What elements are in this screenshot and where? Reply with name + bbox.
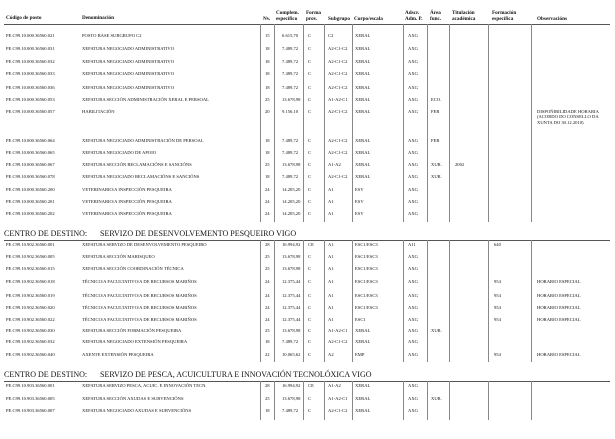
cell-forma-prov: C bbox=[308, 317, 312, 322]
cell-code: PE.C99.10.000.36560.201 bbox=[6, 199, 55, 204]
cell-code: PE.C99.10.902.36560.020 bbox=[6, 305, 55, 310]
cell-code: PE.C99.10.902.36560.032 bbox=[6, 339, 55, 344]
cell-complemento: 13.678,98 bbox=[282, 254, 301, 259]
cell-subgrupo: A1 bbox=[328, 317, 334, 322]
cell-subgrupo: A1 bbox=[328, 187, 334, 192]
header-titulacion-2: académica bbox=[452, 16, 476, 22]
cell-nivel: 28 bbox=[265, 242, 270, 247]
cell-subgrupo: A2-C1-C2 bbox=[328, 138, 348, 143]
cell-subgrupo: A1 bbox=[328, 279, 334, 284]
cell-subgrupo: A1 bbox=[328, 254, 334, 259]
cell-nivel: 24 bbox=[265, 187, 270, 192]
cell-corpo: XERAL bbox=[355, 396, 371, 401]
cell-forma-prov: C bbox=[308, 109, 312, 114]
cell-adscripcion: AXG bbox=[408, 352, 418, 357]
table-row bbox=[0, 33, 615, 41]
header-subgrupo: Subgrupo bbox=[328, 16, 350, 22]
cell-nivel: 25 bbox=[265, 162, 270, 167]
cell-corpo: ESC1/ESC3 bbox=[355, 305, 378, 310]
cell-forma-prov: C bbox=[308, 328, 312, 333]
cell-subgrupo: A2-C1-C2 bbox=[328, 59, 348, 64]
cell-corpo: XERAL bbox=[355, 150, 371, 155]
cell-code: PE.C99.10.000.36560.036 bbox=[6, 85, 55, 90]
cell-forma-prov: C bbox=[308, 408, 312, 413]
cell-denominacion: XEFATURA SECCIÓN RECLAMACIÓNS E SANCIÓNS bbox=[82, 162, 192, 167]
cell-corpo: ESV bbox=[355, 211, 364, 216]
header-complem-1: Complem. bbox=[276, 10, 299, 16]
cell-subgrupo: A1 bbox=[328, 211, 334, 216]
cell-complemento: 16.994,92 bbox=[282, 383, 301, 388]
cell-nivel: 24 bbox=[265, 293, 270, 298]
cell-nivel: 18 bbox=[265, 71, 270, 76]
cell-nivel: 24 bbox=[265, 279, 270, 284]
cell-corpo: XERAL bbox=[355, 33, 371, 38]
cell-forma-prov: C bbox=[308, 254, 312, 259]
cell-area: FER bbox=[431, 109, 440, 114]
cell-corpo: XERAL bbox=[355, 71, 371, 76]
cell-subgrupo: C2 bbox=[328, 33, 334, 38]
section-3-label: CENTRO DE DESTINO: bbox=[4, 370, 88, 379]
cell-complemento: 12.375,44 bbox=[282, 279, 301, 284]
cell-complemento: 14.205,20 bbox=[282, 211, 301, 216]
header-titulacion-1: Titulación bbox=[452, 10, 475, 16]
cell-area: XUR. bbox=[431, 328, 442, 333]
table-row bbox=[0, 254, 615, 262]
cell-nivel: 18 bbox=[265, 85, 270, 90]
cell-forma-prov: C bbox=[308, 71, 312, 76]
cell-denominacion: XEFATURA NEGOCIADO ADMINISTRATIVO bbox=[82, 85, 175, 90]
cell-subgrupo: A1 bbox=[328, 305, 334, 310]
cell-adscripcion: AXG bbox=[408, 71, 418, 76]
cell-adscripcion: AXG bbox=[408, 187, 418, 192]
cell-observacions: HORARIO ESPECIAL bbox=[537, 305, 581, 310]
cell-forma-prov: C bbox=[308, 352, 312, 357]
header-complem-2: específico bbox=[276, 16, 298, 22]
table-row bbox=[0, 266, 615, 274]
cell-forma-prov: C bbox=[308, 187, 312, 192]
cell-corpo: XERAL bbox=[355, 97, 371, 102]
cell-complemento: 10.065,62 bbox=[282, 352, 301, 357]
cell-observacions: HORARIO ESPECIAL bbox=[537, 293, 581, 298]
cell-corpo: XERAL bbox=[355, 328, 371, 333]
cell-area: XUR. bbox=[431, 174, 442, 179]
cell-subgrupo: A1 bbox=[328, 266, 334, 271]
table-row bbox=[0, 408, 615, 416]
cell-area: FER bbox=[431, 138, 440, 143]
cell-nivel: 18 bbox=[265, 408, 270, 413]
cell-adscripcion: AXG bbox=[408, 150, 418, 155]
cell-corpo: XERAL bbox=[355, 59, 371, 64]
cell-denominacion: XEFATURA SECCIÓN ADMINISTRACIÓN XERAL E PERSOAL bbox=[82, 97, 209, 102]
cell-complemento: 12.375,44 bbox=[282, 317, 301, 322]
cell-observacions: HORARIO ESPECIAL bbox=[537, 317, 581, 322]
cell-forma-prov: C bbox=[308, 305, 312, 310]
cell-adscripcion: AXG bbox=[408, 383, 418, 388]
cell-denominacion: TÉCNICO/A FACULTATIVO/A DE RECURSOS MARIÑOS bbox=[82, 279, 197, 284]
cell-denominacion: XEFATURA SECCIÓN MARISQUEO bbox=[82, 254, 155, 259]
table-row bbox=[0, 242, 615, 250]
cell-nivel: 28 bbox=[265, 383, 270, 388]
cell-denominacion: XEFATURA NEGOCIADO ADMINISTRATIVO bbox=[82, 71, 175, 76]
header-formacion-1: Formación bbox=[492, 10, 517, 16]
cell-denominacion: XEFATURA SECCIÓN AXUDAS E SUBVENCIÓNS bbox=[82, 396, 184, 401]
cell-nivel: 15 bbox=[265, 33, 270, 38]
cell-nivel: 22 bbox=[265, 352, 270, 357]
cell-corpo: XERAL bbox=[355, 85, 371, 90]
cell-corpo: XERAL bbox=[355, 408, 371, 413]
cell-code: PE.C99.10.000.36560.078 bbox=[6, 174, 55, 179]
cell-forma-prov: CE bbox=[308, 383, 314, 388]
cell-adscripcion: AXG bbox=[408, 59, 418, 64]
cell-subgrupo: A2-C1-C2 bbox=[328, 408, 348, 413]
cell-observacions: HORARIO ESPECIAL bbox=[537, 352, 581, 357]
table-row bbox=[0, 383, 615, 391]
cell-code: PE.C99.10.000.36560.064 bbox=[6, 138, 55, 143]
section-2-name: SERVIZO DE DESENVOLVEMENTO PESQUEIRO VIGO bbox=[100, 229, 297, 238]
cell-complemento: 13.678,98 bbox=[282, 328, 301, 333]
cell-denominacion: POSTO BASE SUBGRUPO C2 bbox=[82, 33, 142, 38]
header-area-1: Área bbox=[430, 10, 441, 16]
cell-nivel: 18 bbox=[265, 339, 270, 344]
header-forma-2: prov. bbox=[306, 16, 318, 22]
cell-code: PE.C99.10.000.36560.200 bbox=[6, 187, 55, 192]
cell-corpo: XERAL bbox=[355, 162, 371, 167]
header-adscr-1: Adscr. bbox=[405, 10, 420, 16]
cell-complemento: 13.678,98 bbox=[282, 266, 301, 271]
cell-adscripcion: AXG bbox=[408, 396, 418, 401]
cell-corpo: ESC1/ESC3 bbox=[355, 293, 378, 298]
cell-area: ECO. bbox=[431, 97, 442, 102]
cell-adscripcion: AXG bbox=[408, 317, 418, 322]
cell-nivel: 20 bbox=[265, 109, 270, 114]
cell-subgrupo: A2-C1-C2 bbox=[328, 46, 348, 51]
cell-complemento: 7.489,72 bbox=[282, 174, 299, 179]
cell-code: PE.C99.10.902.36560.005 bbox=[6, 254, 55, 259]
cell-corpo: ESC1/ESC3 bbox=[355, 242, 378, 247]
cell-area: XUR. bbox=[431, 162, 442, 167]
cell-adscripcion: AXG bbox=[408, 109, 418, 114]
cell-adscripcion: AXG bbox=[408, 328, 418, 333]
cell-code: PE.C99.10.000.36560.031 bbox=[6, 46, 55, 51]
cell-adscripcion: AXG bbox=[408, 162, 418, 167]
cell-code: PE.C99.10.903.36560.005 bbox=[6, 396, 55, 401]
cell-denominacion: XEFATURA SECCIÓN FORMACIÓN PESQUEIRA bbox=[82, 328, 182, 333]
cell-denominacion: XEFATURA NEGOCIADO ADMINISTRATIVO bbox=[82, 46, 175, 51]
cell-nivel: 25 bbox=[265, 254, 270, 259]
cell-nivel: 25 bbox=[265, 97, 270, 102]
cell-corpo: ESC1/ESC3 bbox=[355, 266, 378, 271]
cell-complemento: 7.489,72 bbox=[282, 339, 299, 344]
cell-nivel: 18 bbox=[265, 150, 270, 155]
cell-forma-prov: C bbox=[308, 97, 312, 102]
cell-adscripcion: AXG bbox=[408, 293, 418, 298]
cell-adscripcion: AXG bbox=[408, 174, 418, 179]
cell-subgrupo: A1-A2-C1 bbox=[328, 396, 348, 401]
table-row bbox=[0, 46, 615, 54]
table-row bbox=[0, 85, 615, 93]
cell-adscripcion: AXG bbox=[408, 97, 418, 102]
cell-code: PE.C99.10.000.36560.021 bbox=[6, 33, 55, 38]
cell-forma-prov: C bbox=[308, 396, 312, 401]
cell-forma-prov: C bbox=[308, 150, 312, 155]
cell-adscripcion: AXG bbox=[408, 279, 418, 284]
cell-nivel: 24 bbox=[265, 211, 270, 216]
cell-adscripcion: AXG bbox=[408, 254, 418, 259]
cell-corpo: ESV bbox=[355, 187, 364, 192]
cell-forma-prov: C bbox=[308, 279, 312, 284]
cell-code: PE.C99.10.000.36560.057 bbox=[6, 109, 55, 114]
table-row bbox=[0, 174, 615, 182]
cell-denominacion: TÉCNICO/A FACULTATIVO/A DE RECURSOS MARIÑOS bbox=[82, 317, 197, 322]
cell-area: XUR. bbox=[431, 396, 442, 401]
header-formacion-2: específica bbox=[492, 16, 514, 22]
cell-complemento: 7.489,72 bbox=[282, 46, 299, 51]
cell-denominacion: XEFATURA NEGOCIADO EXTENSIÓN PESQUEIRA bbox=[82, 339, 188, 344]
header-nivel: Nv. bbox=[263, 16, 271, 22]
table-row bbox=[0, 59, 615, 67]
cell-adscripcion: AXG bbox=[408, 211, 418, 216]
header-corpo: Corpo/escala bbox=[354, 16, 383, 22]
cell-denominacion: XEFATURA NEGOCIADO ADMINISTRATIVO bbox=[82, 59, 175, 64]
table-row bbox=[0, 109, 615, 125]
cell-denominacion: TÉCNICO/A FACULTATIVO/A DE RECURSOS MARIÑOS bbox=[82, 293, 197, 298]
cell-code: PE.C99.10.000.36560.067 bbox=[6, 162, 55, 167]
cell-forma-prov: C bbox=[308, 211, 312, 216]
cell-denominacion: AXENTE EXTENSIÓN PESQUEIRA bbox=[82, 352, 154, 357]
cell-forma-prov: C bbox=[308, 33, 312, 38]
cell-nivel: 24 bbox=[265, 199, 270, 204]
cell-nivel: 18 bbox=[265, 59, 270, 64]
table-row bbox=[0, 71, 615, 79]
cell-corpo: XERAL bbox=[355, 339, 371, 344]
cell-code: PE.C99.10.000.36560.033 bbox=[6, 71, 55, 76]
table-row bbox=[0, 162, 615, 170]
cell-forma-prov: C bbox=[308, 293, 312, 298]
cell-denominacion: XEFATURA SERVIZO PESCA, ACUIC. E INNOVACIÓN TECN. bbox=[82, 383, 207, 388]
cell-nivel: 25 bbox=[265, 396, 270, 401]
cell-denominacion: XEFATURA NEGOCIADO ADMINISTRACIÓN DE PERSOAL bbox=[82, 138, 204, 143]
table-row bbox=[0, 279, 615, 287]
cell-forma-prov: C bbox=[308, 162, 312, 167]
table-row bbox=[0, 138, 615, 146]
header-codigo: Código de posto bbox=[6, 15, 42, 21]
section-2-rule bbox=[4, 240, 610, 241]
cell-code: PE.C99.10.903.36560.001 bbox=[6, 383, 55, 388]
cell-adscripcion: AXG bbox=[408, 199, 418, 204]
cell-corpo: XERAL bbox=[355, 46, 371, 51]
header-forma-1: Forma bbox=[306, 10, 321, 16]
cell-formacion: 954 bbox=[494, 352, 501, 357]
cell-complemento: 6.615,70 bbox=[282, 33, 299, 38]
cell-complemento: 7.489,72 bbox=[282, 408, 299, 413]
cell-code: PE.C99.10.902.36560.001 bbox=[6, 242, 55, 247]
cell-denominacion: HABILITACIÓN bbox=[82, 109, 115, 114]
table-row bbox=[0, 352, 615, 360]
cell-forma-prov: C bbox=[308, 266, 312, 271]
cell-complemento: 12.375,44 bbox=[282, 293, 301, 298]
cell-denominacion: XEFATURA NEGOCIADO DE APOIO bbox=[82, 150, 157, 155]
cell-complemento: 7.489,72 bbox=[282, 150, 299, 155]
cell-adscripcion: AXG bbox=[408, 339, 418, 344]
cell-complemento: 12.375,44 bbox=[282, 305, 301, 310]
cell-complemento: 7.489,72 bbox=[282, 85, 299, 90]
header-observacions: Observacións bbox=[537, 16, 567, 22]
cell-corpo: ESC1 bbox=[355, 317, 366, 322]
cell-complemento: 7.489,72 bbox=[282, 138, 299, 143]
cell-complemento: 14.205,20 bbox=[282, 199, 301, 204]
table-row bbox=[0, 339, 615, 347]
cell-nivel: 18 bbox=[265, 138, 270, 143]
section-3-name: SERVIZO DE PESCA, ACUICULTURA E INNOVACIÓN TECNOLÓXICA VIGO bbox=[100, 370, 372, 379]
cell-forma-prov: C bbox=[308, 59, 312, 64]
cell-nivel: 18 bbox=[265, 46, 270, 51]
table-row bbox=[0, 187, 615, 195]
cell-denominacion: TÉCNICO/A FACULTATIVO/A DE RECURSOS MARIÑOS bbox=[82, 305, 197, 310]
cell-corpo: ESC1/ESC3 bbox=[355, 254, 378, 259]
cell-corpo: XERAL bbox=[355, 174, 371, 179]
table-row bbox=[0, 305, 615, 313]
header-rule bbox=[4, 24, 610, 25]
cell-nivel: 18 bbox=[265, 174, 270, 179]
cell-titulacion: 2002 bbox=[455, 162, 465, 167]
cell-subgrupo: A2-C1-C2 bbox=[328, 174, 348, 179]
cell-observacions: DISPOÑIBILIDADE HORARIA (ACORDO DO CONSELLO DA XUNTA DO 30.12.2010) bbox=[537, 109, 599, 125]
cell-forma-prov: C bbox=[308, 174, 312, 179]
cell-formacion: 640 bbox=[494, 242, 501, 247]
cell-denominacion: VETERINARIO/A INSPECCIÓN PESQUEIRA bbox=[82, 199, 172, 204]
cell-code: PE.C99.10.902.36560.019 bbox=[6, 293, 55, 298]
header-denominacion: Denominación bbox=[82, 15, 114, 21]
cell-code: PE.C99.10.000.36560.053 bbox=[6, 97, 55, 102]
cell-complemento: 9.156,10 bbox=[282, 109, 299, 114]
section-2-label: CENTRO DE DESTINO: bbox=[4, 229, 88, 238]
cell-subgrupo: A1 bbox=[328, 199, 334, 204]
cell-complemento: 14.205,20 bbox=[282, 187, 301, 192]
cell-subgrupo: A2-C1-C2 bbox=[328, 339, 348, 344]
cell-observacions: HORARIO ESPECIAL bbox=[537, 279, 581, 284]
cell-forma-prov: C bbox=[308, 85, 312, 90]
cell-complemento: 7.489,72 bbox=[282, 59, 299, 64]
section-3-rule bbox=[4, 381, 610, 382]
cell-code: PE.C99.10.000.36560.032 bbox=[6, 59, 55, 64]
cell-corpo: ESV bbox=[355, 199, 364, 204]
cell-nivel: 24 bbox=[265, 305, 270, 310]
table-row bbox=[0, 199, 615, 207]
cell-adscripcion: AXG bbox=[408, 138, 418, 143]
cell-subgrupo: A2-C1-C2 bbox=[328, 150, 348, 155]
table-row bbox=[0, 328, 615, 336]
cell-code: PE.C99.10.000.36560.065 bbox=[6, 150, 55, 155]
cell-adscripcion: AXG bbox=[408, 266, 418, 271]
table-row bbox=[0, 97, 615, 105]
cell-complemento: 16.994,92 bbox=[282, 242, 301, 247]
cell-subgrupo: A1-A2-C1 bbox=[328, 97, 348, 102]
cell-corpo: ESC1/ESC3 bbox=[355, 279, 378, 284]
cell-subgrupo: A2 bbox=[328, 352, 334, 357]
cell-corpo: XERAL bbox=[355, 138, 371, 143]
cell-adscripcion: AXG bbox=[408, 85, 418, 90]
cell-forma-prov: C bbox=[308, 339, 312, 344]
cell-denominacion: XEFATURA SECCIÓN COORDINACIÓN TÉCNICA bbox=[82, 266, 184, 271]
table-row bbox=[0, 293, 615, 301]
cell-corpo: XERAL bbox=[355, 109, 371, 114]
cell-code: PE.C99.10.000.36560.202 bbox=[6, 211, 55, 216]
cell-complemento: 13.678,98 bbox=[282, 97, 301, 102]
cell-forma-prov: C bbox=[308, 46, 312, 51]
cell-denominacion: XEFATURA NEGOCIADO AXUDAS E SUBVENCIÓNS bbox=[82, 408, 192, 413]
cell-formacion: 954 bbox=[494, 279, 501, 284]
cell-subgrupo: A2-C1-C2 bbox=[328, 109, 348, 114]
cell-code: PE.C99.10.902.36560.018 bbox=[6, 279, 55, 284]
cell-adscripcion: AXG bbox=[408, 46, 418, 51]
header-adscr-2: Adm. P. bbox=[405, 16, 423, 22]
cell-corpo: XERAL bbox=[355, 383, 371, 388]
cell-subgrupo: A1-A2 bbox=[328, 383, 341, 388]
cell-nivel: 24 bbox=[265, 317, 270, 322]
cell-subgrupo: A1 bbox=[328, 242, 334, 247]
cell-denominacion: VETERINARIO/A INSPECCIÓN PESQUEIRA bbox=[82, 187, 172, 192]
cell-adscripcion: AXG bbox=[408, 408, 418, 413]
cell-adscripcion: A11 bbox=[408, 242, 416, 247]
cell-complemento: 13.678,98 bbox=[282, 162, 301, 167]
cell-denominacion: XEFATURA SERVIZO DE DESENVOLVEMENTO PESQUEIRO bbox=[82, 242, 207, 247]
cell-complemento: 13.678,98 bbox=[282, 396, 301, 401]
cell-nivel: 25 bbox=[265, 266, 270, 271]
cell-forma-prov: CE bbox=[308, 242, 314, 247]
header-area-2: func. bbox=[430, 16, 442, 22]
cell-code: PE.C99.10.902.36560.022 bbox=[6, 317, 55, 322]
cell-denominacion: XEFATURA NEGOCIADO RECLAMACIÓNS E SANCIÓNS bbox=[82, 174, 200, 179]
cell-subgrupo: A2-C1-C2 bbox=[328, 71, 348, 76]
cell-subgrupo: A1-A2 bbox=[328, 162, 341, 167]
cell-formacion: 954 bbox=[494, 317, 501, 322]
cell-code: PE.C99.10.902.36560.040 bbox=[6, 352, 55, 357]
cell-formacion: 954 bbox=[494, 305, 501, 310]
cell-formacion: 954 bbox=[494, 293, 501, 298]
table-row bbox=[0, 317, 615, 325]
cell-complemento: 7.489,72 bbox=[282, 71, 299, 76]
cell-subgrupo: A1 bbox=[328, 293, 334, 298]
table-row bbox=[0, 150, 615, 158]
table-row bbox=[0, 211, 615, 219]
table-row bbox=[0, 396, 615, 404]
cell-forma-prov: C bbox=[308, 138, 312, 143]
cell-denominacion: VETERINARIO/A INSPECCIÓN PESQUEIRA bbox=[82, 211, 172, 216]
cell-forma-prov: C bbox=[308, 199, 312, 204]
cell-code: PE.C99.10.902.36560.015 bbox=[6, 266, 55, 271]
cell-adscripcion: AXG bbox=[408, 305, 418, 310]
cell-code: PE.C99.10.902.36560.030 bbox=[6, 328, 55, 333]
cell-nivel: 25 bbox=[265, 328, 270, 333]
cell-code: PE.C99.10.903.36560.007 bbox=[6, 408, 55, 413]
cell-adscripcion: AXG bbox=[408, 33, 418, 38]
cell-corpo: EMP bbox=[355, 352, 365, 357]
cell-subgrupo: A2-C1-C2 bbox=[328, 85, 348, 90]
cell-subgrupo: A1-A2-C1 bbox=[328, 328, 348, 333]
